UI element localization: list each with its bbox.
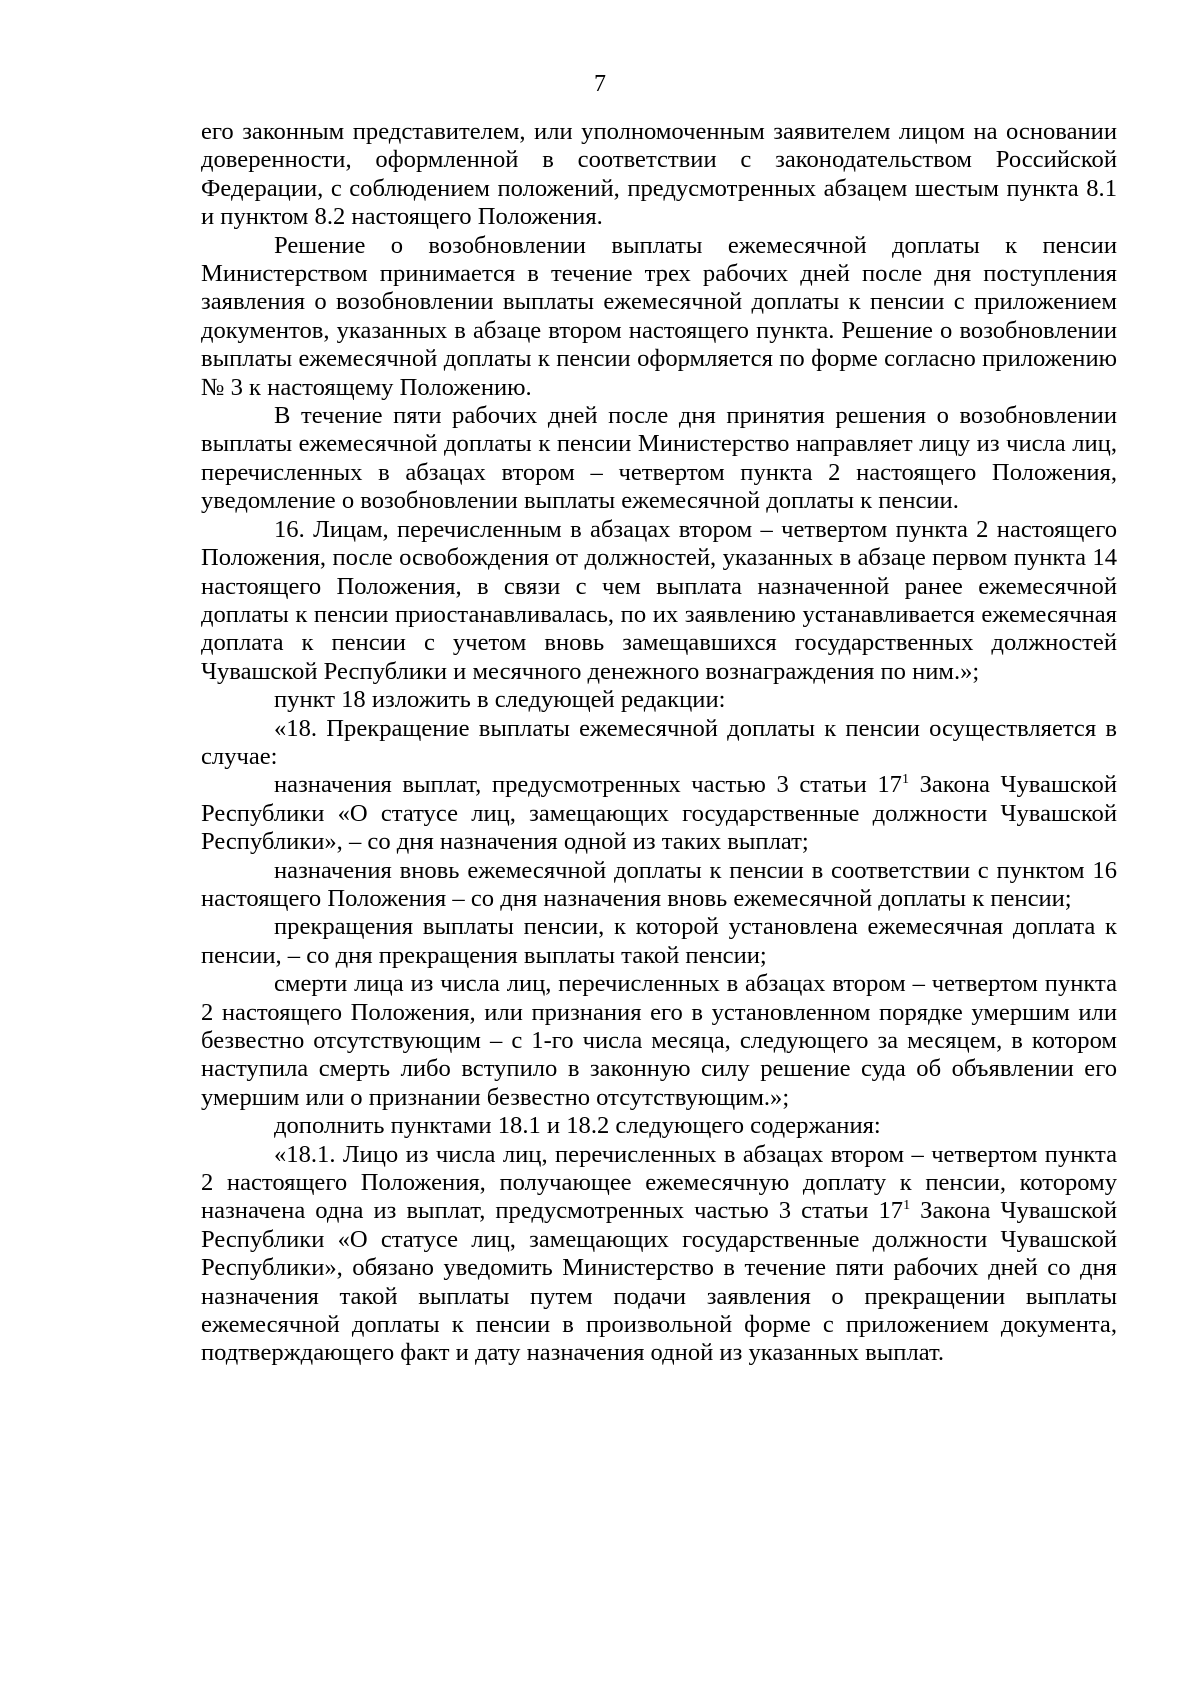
paragraph-item-16: 16. Лицам, перечисленным в абзацах втором – четвертом пункта 2 настоящего Положения, после освобождения от должностей, указанных в абзаце первом пункта 14 настоящего Положения, в связи с чем выплата назначенной ранее ежемесячной доплаты к пенсии приостанавливалась, по их заявлению устанавливается ежемесячная доплата к пенсии с учетом вновь замещавшихся государственных должностей Чувашской Республики и месячного денежного вознаграждения по ним.»; <box>201 515 1117 685</box>
paragraph-text: «18.1. Лицо из числа лиц, перечисленных в абзацах втором – четвертом пункта 2 настоящего Положения, получающее ежемесячную доплату к пенсии, которому назначена одна из выплат, предусмотренных частью 3 статьи 17 <box>201 1140 1117 1225</box>
paragraph-case-death: смерти лица из числа лиц, перечисленных в абзацах втором – четвертом пункта 2 настоящего Положения, или признания его в установленном порядке умершим или безвестно отсутствующим – с 1-го числа месяца, следующего за месяцем, в котором наступила смерть либо вступило в законную силу решение суда об объявлении его умершим или о признании безвестно отсутствующим.»; <box>201 970 1117 1111</box>
document-body <box>201 118 1117 1368</box>
paragraph-amend-item-18: пункт 18 изложить в следующей редакции: <box>274 686 726 714</box>
paragraph-case-payments <box>201 771 1117 856</box>
paragraph-add-items: дополнить пунктами 18.1 и 18.2 следующего содержания: <box>274 1112 881 1140</box>
paragraph-continuation: его законным представителем, или уполномоченным заявителем лицом на основании доверенности, оформленной в соответствии с законодательством Российской Федерации, с соблюдением положений, предусмотренных абзацем шестым пункта 8.1 и пунктом 8.2 настоящего Положения. <box>201 118 1117 231</box>
superscript: 1 <box>901 772 909 788</box>
paragraph-notification: В течение пяти рабочих дней после дня принятия решения о возобновлении выплаты ежемесячной доплаты к пенсии Министерство направляет лицу из числа лиц, перечисленных в абзацах втором – четвертом пункта 2 настоящего Положения, уведомление о возобновлении выплаты ежемесячной доплаты к пенсии. <box>201 402 1117 515</box>
paragraph-decision-resumption: Решение о возобновлении выплаты ежемесячной доплаты к пенсии Министерством принимается в течение трех рабочих дней после дня поступления заявления о возобновлении выплаты ежемесячной доплаты к пенсии с приложением документов, указанных в абзаце втором настоящего пункта. Решение о возобновлении выплаты ежемесячной доплаты к пенсии оформляется по форме согласно приложению № 3 к настоящему Положению. <box>201 231 1117 401</box>
paragraph-item-18: «18. Прекращение выплаты ежемесячной доплаты к пенсии осуществляется в случае: <box>201 714 1117 770</box>
superscript: 1 <box>903 1198 911 1214</box>
paragraph-text: назначения выплат, предусмотренных частью 3 статьи 17 <box>274 771 902 799</box>
paragraph-text: Закона Чувашской Республики «О статусе лиц, замещающих государственные должности Чувашской Республики», обязано уведомить Министерство в течение пяти рабочих дней со дня назначения такой выплаты путем подачи заявления о прекращении выплаты ежемесячной доплаты к пенсии в произвольной форме с приложением документа, подтверждающего факт и дату назначения одной из указанных выплат. <box>201 1197 1117 1367</box>
paragraph-item-18-1 <box>201 1141 1117 1368</box>
page-number: 7 <box>594 71 606 97</box>
paragraph-text: Закона Чувашской Республики «О статусе лиц, замещающих государственные должности Чувашской Республики», – со дня назначения одной из таких выплат; <box>201 771 1118 856</box>
paragraph-case-new-supplement: назначения вновь ежемесячной доплаты к пенсии в соответствии с пунктом 16 настоящего Положения – со дня назначения вновь ежемесячной доплаты к пенсии; <box>201 856 1117 912</box>
paragraph-case-pension-stop: прекращения выплаты пенсии, к которой установлена ежемесячная доплата к пенсии, – со дня прекращения выплаты такой пенсии; <box>201 913 1117 969</box>
